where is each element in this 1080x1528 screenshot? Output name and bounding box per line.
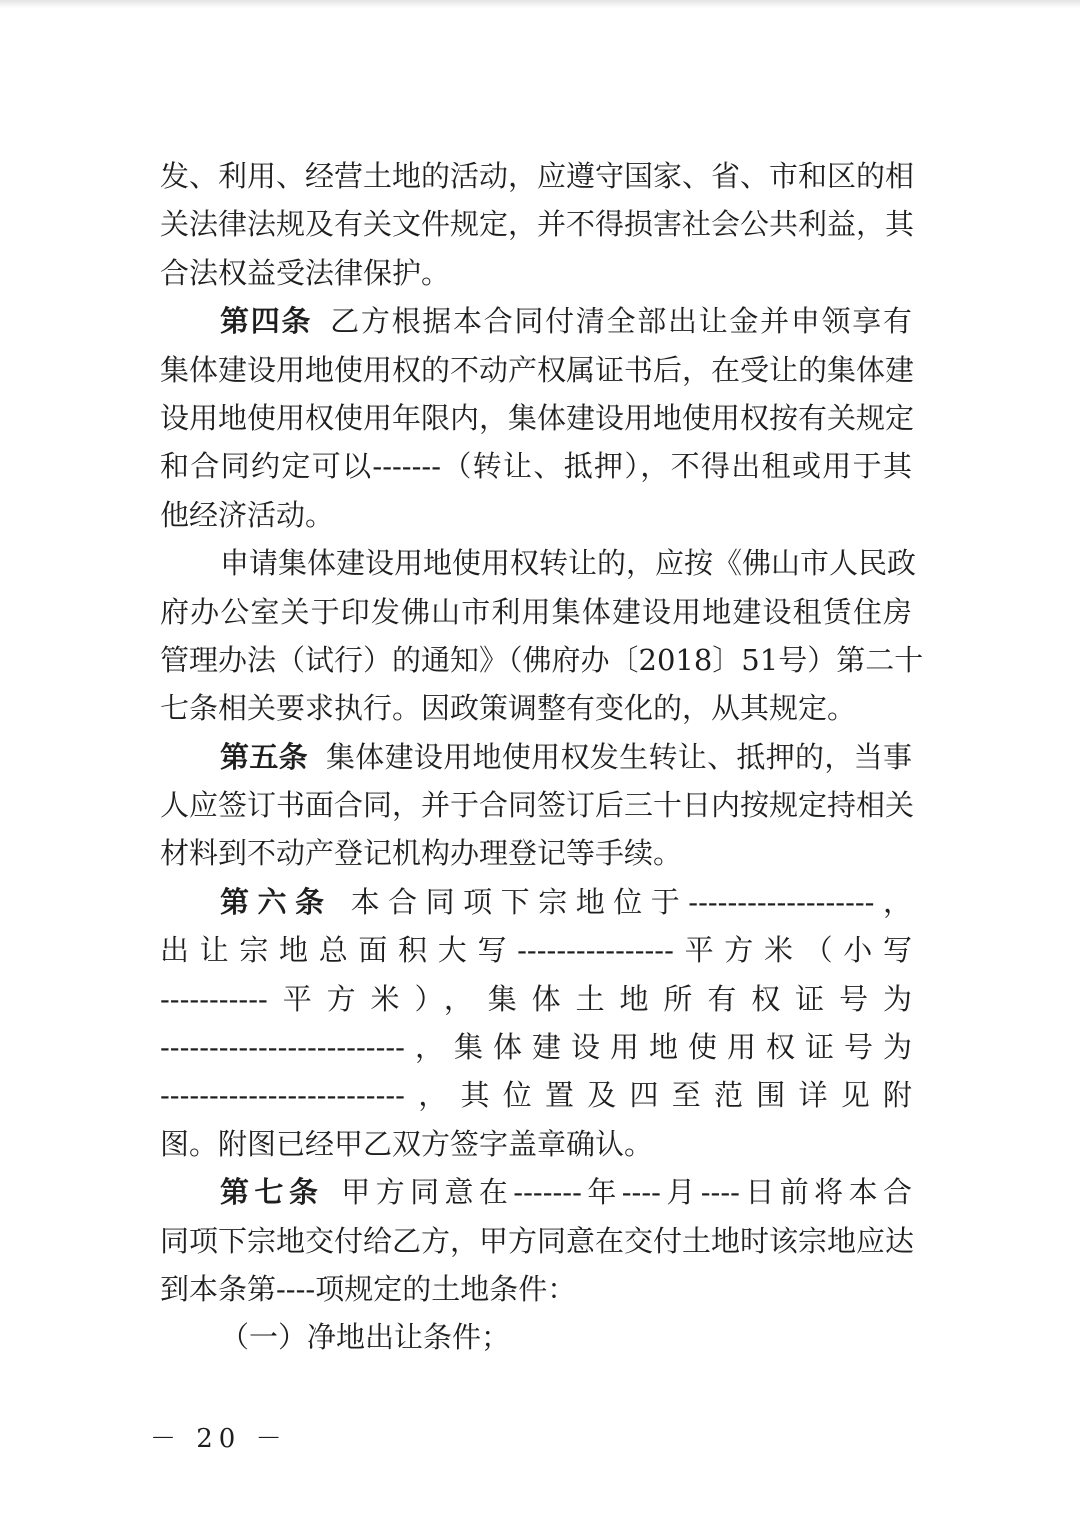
text-line: -------------------------，集体建设用地使用权证号为 [160,1030,912,1065]
text-line: （一）净地出让条件； [220,1320,511,1355]
text-line: 申请集体建设用地使用权转让的，应按《佛山市人民政 [220,546,917,581]
text-line: 集体建设用地使用权的不动产权属证书后，在受让的集体建 [160,352,915,387]
text-line: 合法权益受法律保护。 [160,255,451,290]
text-line: 他经济活动。 [160,497,335,532]
text-line: -----------平方米），集体土地所有权证号为 [160,981,912,1016]
article-heading: 第五条 [220,739,308,774]
text-line: 七条相关要求执行。因政策调整有变化的，从其规定。 [160,691,857,726]
document-body [160,152,924,1362]
article-heading: 第四条 [220,304,313,339]
article-heading: 第七条 [220,1175,324,1210]
article-5-line: 第五条 集体建设用地使用权发生转让、抵押的，当事 [220,739,912,774]
text-line: 发、利用、经营土地的活动，应遵守国家、省、市和区的相 [160,159,915,193]
text-line: 和合同约定可以-------（转让、抵押），不得出租或用于其 [160,449,912,484]
article-6-line: 第六条 本合同项下宗地位于-------------------， [220,884,912,919]
article-heading: 第六条 [220,884,333,919]
text-line: 关法律法规及有关文件规定，并不得损害社会公共利益，其 [160,207,915,242]
text-line: 管理办法（试行）的通知》（佛府办〔2018〕51号）第二十 [160,642,924,677]
text-line: -------------------------，其位置及四至范围详见附 [160,1078,912,1113]
text-line: 设用地使用权使用年限内，集体建设用地使用权按有关规定 [160,400,915,435]
text-line: 府办公室关于印发佛山市利用集体建设用地建设租赁住房 [160,594,912,629]
text-line: 到本条第----项规定的土地条件： [160,1271,577,1306]
text-line: 出让宗地总面积大写----------------平方米（小写 [160,933,912,968]
page-number: － 20 － [150,1424,288,1454]
scan-edge [0,0,1080,8]
article-4-line: 第四条 乙方根据本合同付清全部出让金并申领享有 [220,304,912,339]
text-line: 材料到不动产登记机构办理登记等手续。 [160,836,683,871]
text-line: 图。附图已经甲乙双方签字盖章确认。 [160,1126,654,1161]
text-line: 同项下宗地交付给乙方，甲方同意在交付土地时该宗地应达 [160,1223,915,1258]
text-line: 人应签订书面合同，并于合同签订后三十日内按规定持相关 [160,788,915,823]
article-7-line: 第七条 甲方同意在-------年----月----日前将本合 [220,1175,912,1210]
